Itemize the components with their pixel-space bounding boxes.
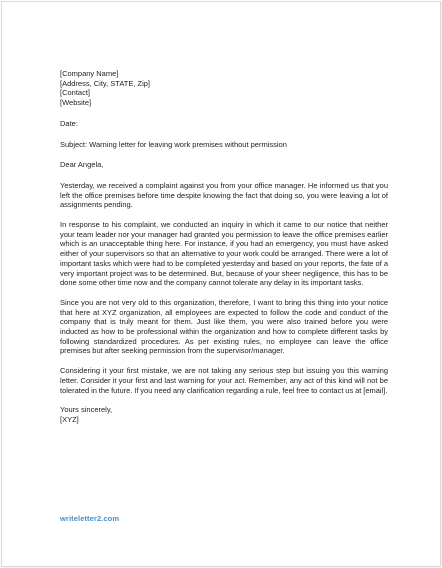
letter-page [1, 1, 441, 567]
company-name: [Company Name] [60, 69, 119, 78]
signature: [XYZ] [60, 414, 79, 424]
body-paragraph-1: Yesterday, we received a complaint against you from your office manager. He informed us that you left the office premises before time despite knowing the fact that doing so, you were leaving a lot of assignments pending. [60, 180, 388, 210]
salutation: Dear Angela, [60, 160, 104, 170]
body-paragraph-2: In response to his complaint, we conducted an inquiry in which it came to our notice that neither your team leader nor your manager had granted you permission to leave the office premises earlier which is an unacceptable thing here. For instance, if you had an emergency, you must have asked either of your supervisors so that an alternative to your work could be arranged. There were a lot of important tasks which were had to be completed yesterday and based on your reports, the fate of a very important project was to be determined. But, because of your sheer negligence, this has to be done some other time now and the company cannot tolerate any delay in its important tasks. [60, 220, 388, 288]
body-paragraph-3: Since you are not very old to this organization, therefore, I want to bring this thing into your notice that here at XYZ organization, all employees are expected to follow the code and conduct of the company that is truly meant for them. Just like them, you were also trained before you were inducted as how to be professional within the organization and how to complete different tasks by following standardized procedures. As per existing rules, no employee can leave the office premises but after seeking permission from the supervisor/manager. [60, 297, 388, 356]
letter-content [60, 69, 388, 425]
company-contact: [Contact] [60, 88, 91, 98]
sender-address-block [60, 69, 388, 108]
company-address: [Address, City, STATE, Zip] [60, 78, 151, 88]
subject-line: Subject: Warning letter for leaving work premises without permission [60, 139, 287, 149]
date-label: Date: [60, 118, 78, 128]
closing-block [60, 405, 388, 424]
site-watermark-link[interactable]: writeletter2.com [60, 514, 120, 523]
body-paragraph-4: Considering it your first mistake, we are not taking any serious step but issuing you this warning letter. Consider it your first and last warning for your act. Remember, any act of this kind will not be tolerated in the future. If you need any clarification regarding a rule, feel free to contact us at [email]. [60, 366, 388, 395]
closing: Yours sincerely, [60, 405, 113, 415]
company-website: [Website] [60, 98, 92, 108]
